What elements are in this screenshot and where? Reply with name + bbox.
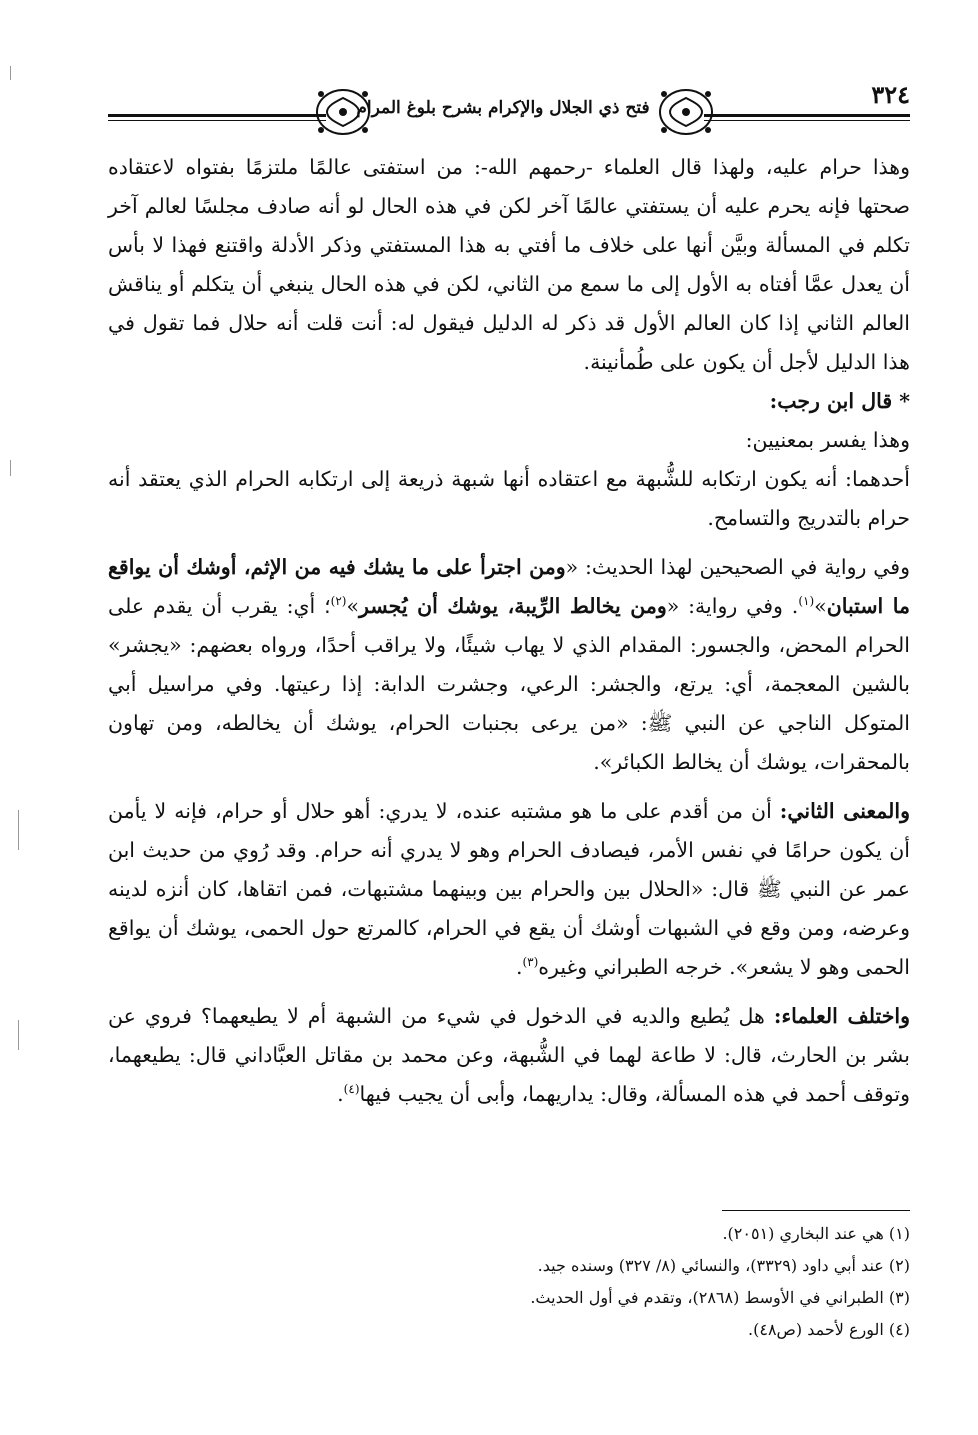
- scan-mark: [10, 460, 11, 476]
- header-rule-right: [704, 114, 910, 117]
- paragraph-two-meanings: وهذا يفسر بمعنيين:: [745, 428, 910, 452]
- header-rule-left-thin: [108, 120, 326, 121]
- subheading-scholars-differed: واختلف العلماء:: [773, 1004, 910, 1028]
- footnotes: [108, 1218, 910, 1346]
- text-run: »: [814, 594, 827, 618]
- footnote-ref-1: (١): [798, 594, 815, 609]
- paragraph-second-meaning: [108, 792, 910, 987]
- paragraph-scholars-differed: [108, 997, 910, 1114]
- footnote-separator: [722, 1210, 910, 1211]
- paragraph-first-meaning: أحدهما: أنه يكون ارتكابه للشُّبهة مع اعتقاده أنها شبهة ذريعة إلى ارتكابه الحرام الذي يعتقد أنه حرام بالتدريج والتسامح.: [108, 467, 910, 530]
- text-run: هل يُطيع والديه في الدخول في شيء من الشبهة أم لا يطيعهما؟ فروي عن بشر بن الحارث، قال: لا طاعة لهما في الشُّبهة، وعن محمد بن مقاتل العبَّاداني قال: يطيعهما، وتوقف أحمد في هذه المسألة، وقال: يداريهما، وأبى أن يجيب فيها: [108, 1004, 910, 1106]
- footnote-ref-3: (٣): [522, 955, 539, 970]
- scan-mark: [18, 810, 19, 850]
- running-title: فتح ذي الجلال والإكرام بشرح بلوغ المرام: [356, 98, 650, 118]
- footnote-ref-4: (٤): [343, 1082, 360, 1097]
- text-run: »: [346, 594, 360, 618]
- text-run: .: [515, 955, 523, 979]
- page-number: ٣٢٤: [871, 80, 910, 109]
- page-header: [108, 80, 910, 138]
- heading-ibn-rajab: * قال ابن رجب:: [769, 389, 910, 413]
- scan-mark: [10, 66, 11, 80]
- footnote-3: (٣) الطبراني في الأوسط (٢٨٦٨)، وتقدم في أول الحديث.: [530, 1288, 910, 1307]
- footnote-1: (١) هي عند البخاري (٢٠٥١).: [722, 1224, 910, 1243]
- footnote-4: (٤) الورع لأحمد (ص٤٨).: [748, 1320, 910, 1339]
- footnote-2: (٢) عند أبي داود (٣٣٢٩)، والنسائي (٨/ ٣٢٧) وسنده جيد.: [537, 1256, 910, 1275]
- header-rule-left: [108, 114, 326, 117]
- text-run: . وفي رواية: «: [666, 594, 799, 618]
- text-run: أن من أقدم على ما هو مشتبه عنده، لا يدري: أهو حلال أو حرام، فإنه لا يأمن أن يكون حرامًا في نفس الأمر، فيصادف الحرام وهو لا يدري أنه حرام. وقد رُوي من حديث ابن عمر عن النبي ﷺ قال: «الحلال بين والحرام بين وبينهما مشتبهات، فمن اتقاها، كان أنزه لدينه وعرضه، ومن وقع في الشبهات أوشك أن يقع في الحرام، كالمرتع حول الحمى، يوشك أن يواقع الحمى وهو لا يشعر». خرجه الطبراني وغيره: [108, 799, 910, 979]
- paragraph-1: وهذا حرام عليه، ولهذا قال العلماء -رحمهم الله-: من استفتى عالمًا ملتزمًا بفتواه لاعتقاده صحتها فإنه يحرم عليه أن يستفتي عالمًا آخر لكن في هذه الحال لو أنه صادف مجلسًا لعالم آخر تكلم في المسألة وبيَّن أنها على خلاف ما أفتي به هذا المستفتي وذكر الأدلة واقتنع فهذا لا بأس أن يعدل عمَّا أفتاه به الأول إلى ما سمع من الثاني، لكن في هذه الحال ينبغي أن يتكلم أو يناقش العالم الثاني إذا كان العالم الأول قد ذكر له الدليل فيقول له: أنت قلت أنه حلال فما تقول في هذا الدليل لأجل أن يكون على طُمأنينة.: [108, 155, 910, 374]
- ornament-right-icon: [656, 86, 716, 138]
- hadith-text: ومن يخالط الرِّيبة، يوشك أن يُجسر: [359, 594, 667, 618]
- paragraph-riwayah: [108, 548, 910, 782]
- page-body: [108, 148, 910, 1114]
- text-run: وفي رواية في الصحيحين لهذا الحديث: «: [565, 555, 911, 579]
- header-rule-right-thin: [704, 120, 910, 121]
- text-run: .: [337, 1082, 344, 1106]
- hadith-text: ومن اجترأ على ما يشك فيه من الإثم، أوشك أن يواقع ما استبان: [108, 555, 910, 618]
- subheading-second-meaning: والمعنى الثاني:: [779, 799, 910, 823]
- text-run: ؛ أي: يقرب أن يقدم على الحرام المحض، والجسور: المقدام الذي لا يهاب شيئًا، ولا يراقب أحدًا، ورواه بعضهم: «يجشر» بالشين المعجمة، أي: يرتع، والجشر: الرعي، وجشرت الدابة: إذا رعيتها. وفي مراسيل أبي المتوكل الناجي عن النبي ﷺ: «من يرعى بجنبات الحرام، يوشك أن يخالطه، ومن تهاون بالمحقرات، يوشك أن يخالط الكبائر».: [108, 594, 910, 774]
- scan-mark: [18, 1020, 19, 1050]
- footnote-ref-2: (٢): [330, 594, 347, 609]
